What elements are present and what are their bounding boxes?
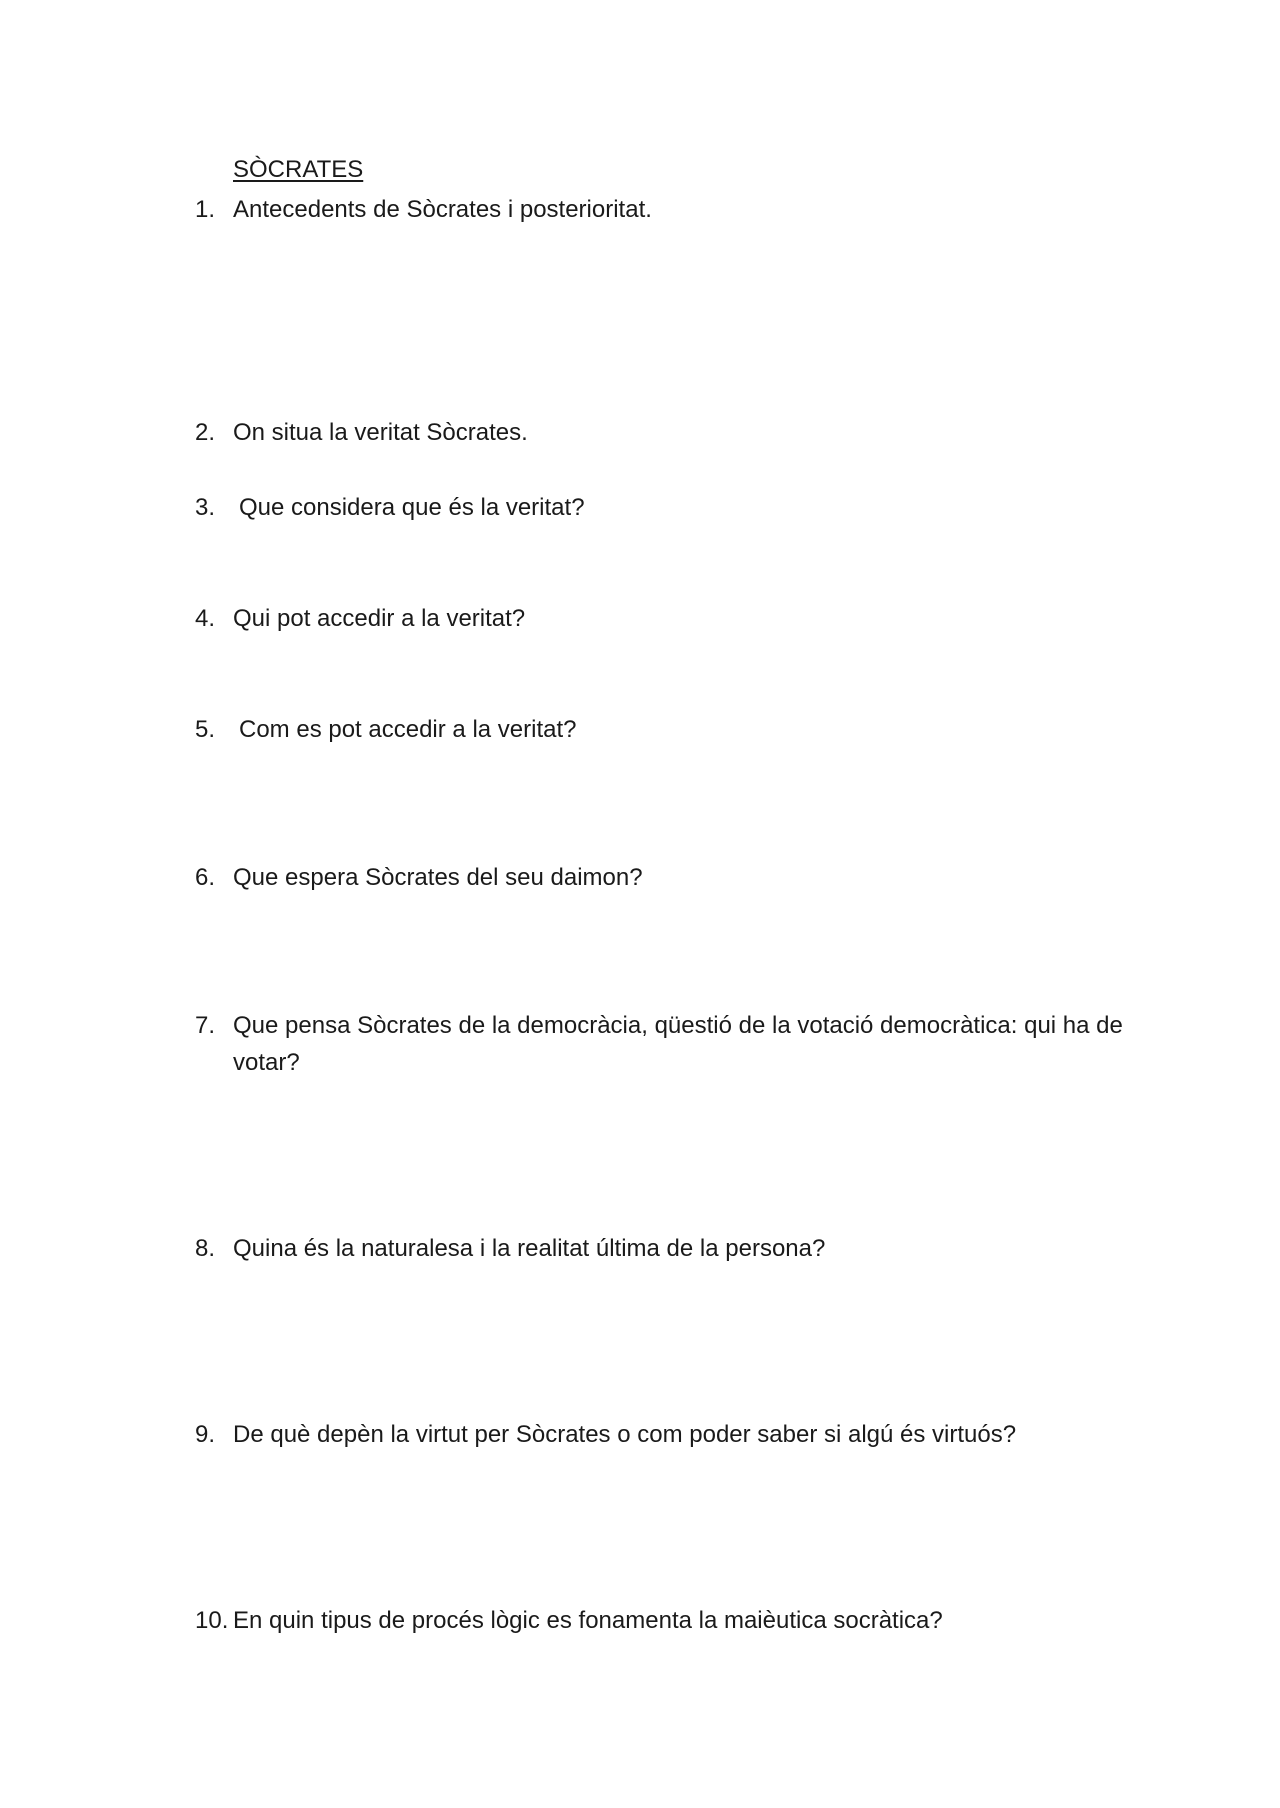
question-text: Que pensa Sòcrates de la democràcia, qüestió de la votació democràtica: qui ha de votar? bbox=[233, 1012, 1123, 1076]
question-number: 8. bbox=[195, 1235, 216, 1262]
question-number: 3. bbox=[195, 494, 216, 521]
question-text: Qui pot accedir a la veritat? bbox=[233, 605, 526, 632]
question-item bbox=[195, 1416, 1125, 1453]
question-item bbox=[195, 600, 1125, 637]
question-number: 2. bbox=[195, 419, 216, 446]
question-number: 1. bbox=[195, 196, 216, 223]
question-item bbox=[195, 191, 1125, 228]
question-number: 6. bbox=[195, 864, 216, 891]
document-title: SÒCRATES bbox=[233, 156, 364, 183]
question-text: Quina és la naturalesa i la realitat última de la persona? bbox=[233, 1235, 826, 1262]
question-number: 10. bbox=[195, 1607, 229, 1634]
question-text: En quin tipus de procés lògic es fonamenta la maièutica socràtica? bbox=[233, 1607, 943, 1634]
question-text: De què depèn la virtut per Sòcrates o com poder saber si algú és virtuós? bbox=[233, 1421, 1017, 1448]
question-number: 7. bbox=[195, 1012, 216, 1039]
question-number: 4. bbox=[195, 605, 216, 632]
question-item bbox=[195, 414, 1125, 451]
question-text: Com es pot accedir a la veritat? bbox=[239, 716, 577, 743]
question-number: 5. bbox=[195, 716, 216, 743]
question-item bbox=[195, 711, 1125, 748]
question-number: 9. bbox=[195, 1421, 216, 1448]
question-item bbox=[195, 1602, 1125, 1639]
question-item bbox=[195, 489, 1125, 526]
question-text: Que espera Sòcrates del seu daimon? bbox=[233, 864, 643, 891]
question-text: Que considera que és la veritat? bbox=[239, 494, 585, 521]
question-item bbox=[195, 859, 1125, 896]
question-text: Antecedents de Sòcrates i posterioritat. bbox=[233, 196, 652, 223]
question-item bbox=[195, 1230, 1125, 1267]
question-text: On situa la veritat Sòcrates. bbox=[233, 419, 528, 446]
question-item bbox=[195, 1007, 1125, 1081]
